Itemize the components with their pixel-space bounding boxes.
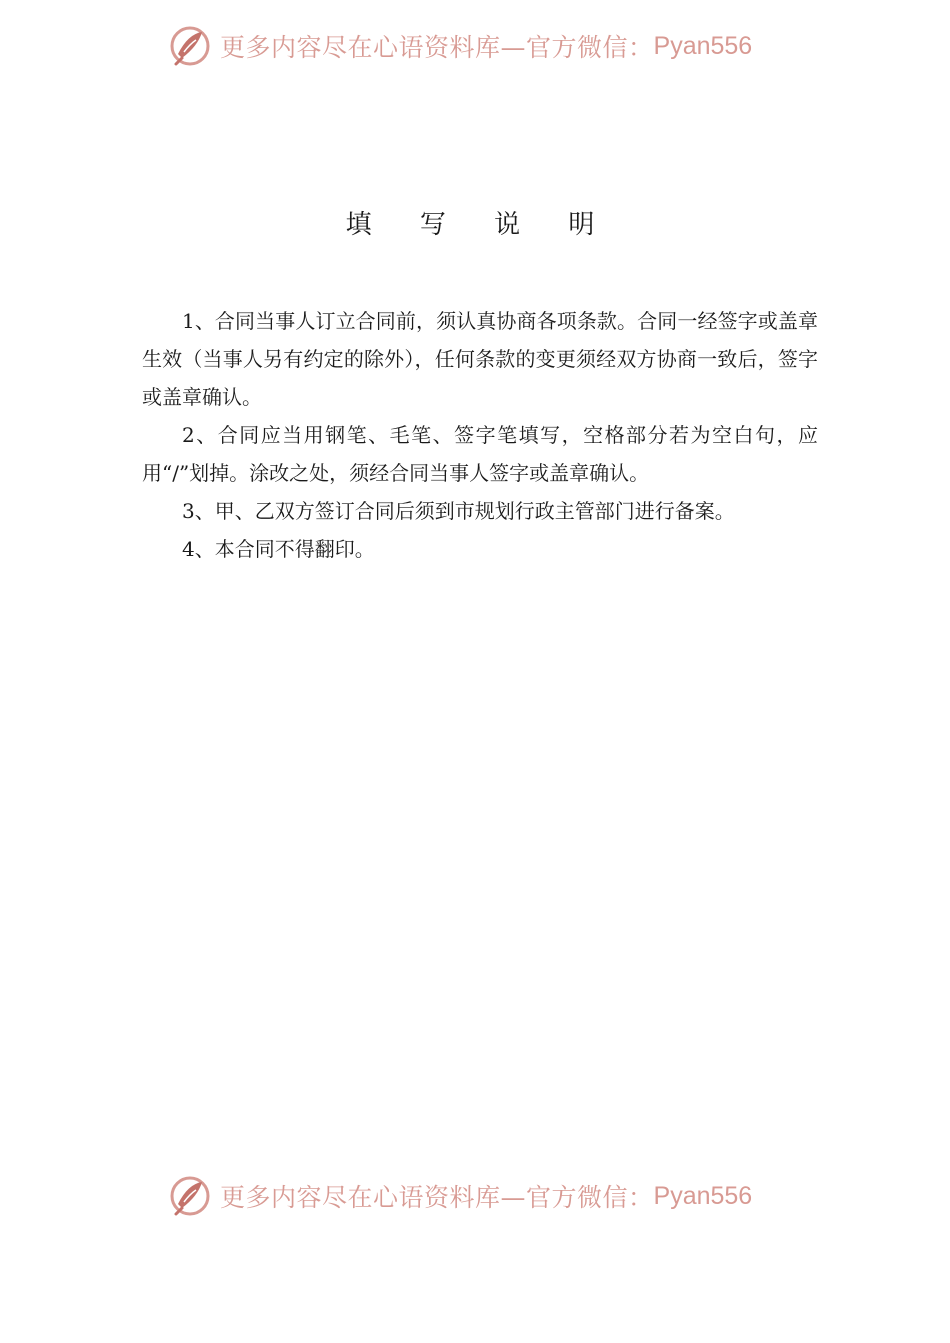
pen-logo-icon — [168, 1174, 212, 1218]
header-watermark — [168, 22, 808, 70]
instruction-paragraph: 3、甲、乙双方签订合同后须到市规划行政主管部门进行备案。 — [182, 499, 735, 523]
instruction-paragraph: 1、合同当事人订立合同前，须认真协商各项条款。合同一经签字或盖章生效（当事人另有约定的除外），任何条款的变更须经双方协商一致后，签字或盖章确认。 — [142, 309, 818, 409]
pen-logo-icon — [168, 24, 212, 68]
document-title: 填 写 说 明 — [345, 210, 615, 240]
instruction-paragraph: 2、合同应当用钢笔、毛笔、签字笔填写，空格部分若为空白句，应用“/”划掉。涂改之处，须经合同当事人签字或盖章确认。 — [142, 423, 818, 485]
watermark-wechat-id: Pyan556 — [653, 31, 753, 60]
watermark-text: 更多内容尽在心语资料库—官方微信： — [220, 1183, 654, 1212]
instructions-body — [142, 302, 818, 568]
watermark-text: 更多内容尽在心语资料库—官方微信： — [220, 33, 654, 62]
watermark-wechat-id: Pyan556 — [653, 1181, 753, 1210]
footer-watermark — [168, 1172, 808, 1220]
instruction-paragraph: 4、本合同不得翻印。 — [182, 537, 375, 561]
